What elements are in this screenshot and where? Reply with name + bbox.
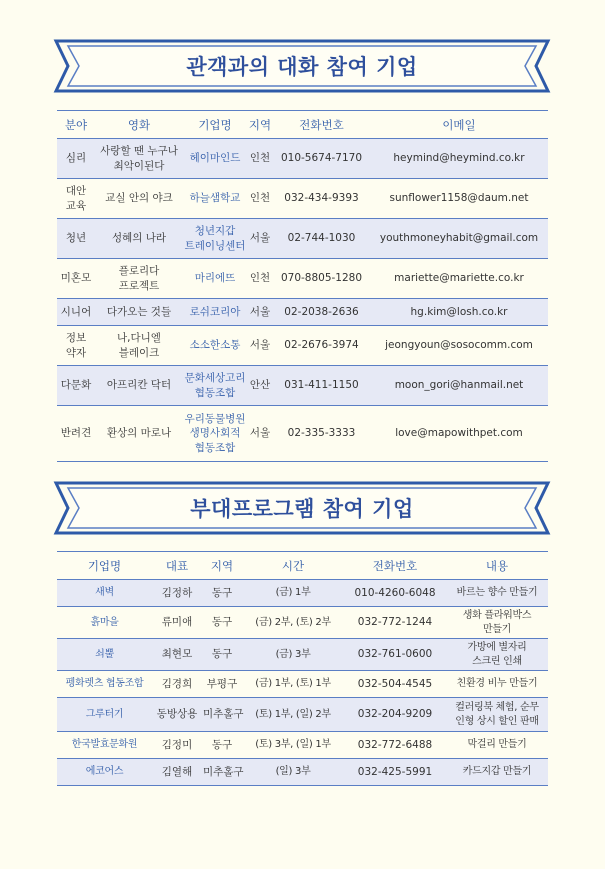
cell-region: 동구 xyxy=(202,732,242,759)
cell-phone: 02-335-3333 xyxy=(273,406,370,462)
cell-region: 서울 xyxy=(247,406,273,462)
cell-email: heymind@heymind.co.kr xyxy=(370,139,548,179)
table-row xyxy=(57,326,548,366)
header-content: 내용 xyxy=(446,552,548,580)
cell-company: 청년지갑 트레이닝센터 xyxy=(183,219,247,259)
cell-content: 친환경 비누 만들기 xyxy=(446,671,548,698)
cell-movie: 성혜의 나라 xyxy=(95,219,183,259)
cell-region: 인천 xyxy=(247,179,273,219)
table-row xyxy=(57,671,548,698)
table-row xyxy=(57,366,548,406)
cell-region: 서울 xyxy=(247,219,273,259)
cell-company: 하늘샘학교 xyxy=(183,179,247,219)
cell-content: 바르는 향수 만들기 xyxy=(446,580,548,607)
cell-region: 서울 xyxy=(247,326,273,366)
cell-phone: 032-204-9209 xyxy=(344,698,446,732)
table-header-row xyxy=(57,552,548,580)
cell-field: 정보 약자 xyxy=(57,326,95,366)
cell-field: 시니어 xyxy=(57,299,95,326)
table-row xyxy=(57,179,548,219)
cell-movie: 사랑할 땐 누구나 최악이된다 xyxy=(95,139,183,179)
table-row xyxy=(57,406,548,462)
cell-company: 새벽 xyxy=(57,580,152,607)
cell-content: 생화 플라워박스 만들기 xyxy=(446,607,548,639)
section1-title: 관객과의 대화 참여 기업 xyxy=(186,55,418,79)
cell-region: 인천 xyxy=(247,139,273,179)
cell-company: 문화세상고리 협동조합 xyxy=(183,366,247,406)
cell-phone: 032-772-6488 xyxy=(344,732,446,759)
program-companies-table xyxy=(57,551,548,786)
header-region: 지역 xyxy=(202,552,242,580)
cell-email: hg.kim@losh.co.kr xyxy=(370,299,548,326)
cell-ceo: 김정미 xyxy=(152,732,202,759)
cell-company: 한국발효문화원 xyxy=(57,732,152,759)
header-phone: 전화번호 xyxy=(344,552,446,580)
cell-ceo: 김경희 xyxy=(152,671,202,698)
cell-movie: 아프리칸 닥터 xyxy=(95,366,183,406)
cell-phone: 02-2676-3974 xyxy=(273,326,370,366)
cell-email: love@mapowithpet.com xyxy=(370,406,548,462)
cell-phone: 02-744-1030 xyxy=(273,219,370,259)
cell-company: 마리에뜨 xyxy=(183,259,247,299)
cell-phone: 032-425-5991 xyxy=(344,759,446,786)
cell-content: 컬러링북 체험, 순무 인형 상시 할인 판매 xyxy=(446,698,548,732)
cell-movie: 다가오는 것들 xyxy=(95,299,183,326)
header-email: 이메일 xyxy=(370,111,548,139)
cell-movie: 플로리다 프로젝트 xyxy=(95,259,183,299)
section1-banner xyxy=(52,39,552,93)
cell-phone: 032-761-0600 xyxy=(344,639,446,671)
cell-field: 다문화 xyxy=(57,366,95,406)
dialogue-companies-table xyxy=(57,110,548,462)
cell-content: 카드지갑 만들기 xyxy=(446,759,548,786)
cell-region: 동구 xyxy=(202,607,242,639)
cell-company: 그루터기 xyxy=(57,698,152,732)
table-row xyxy=(57,698,548,732)
section2-banner xyxy=(52,481,552,535)
cell-ceo: 김정하 xyxy=(152,580,202,607)
table-row xyxy=(57,759,548,786)
cell-ceo: 동방상용 xyxy=(152,698,202,732)
cell-movie: 환상의 마로나 xyxy=(95,406,183,462)
cell-time: (금) 2부, (토) 2부 xyxy=(242,607,344,639)
cell-movie: 교실 안의 야크 xyxy=(95,179,183,219)
cell-field: 미혼모 xyxy=(57,259,95,299)
cell-region: 서울 xyxy=(247,299,273,326)
cell-region: 동구 xyxy=(202,580,242,607)
cell-company: 에코어스 xyxy=(57,759,152,786)
cell-region: 미추홀구 xyxy=(202,698,242,732)
table-row xyxy=(57,607,548,639)
cell-movie: 나,다니엘 블레이크 xyxy=(95,326,183,366)
header-ceo: 대표 xyxy=(152,552,202,580)
cell-region: 인천 xyxy=(247,259,273,299)
cell-phone: 032-504-4545 xyxy=(344,671,446,698)
header-company: 기업명 xyxy=(57,552,152,580)
cell-company: 헤이마인드 xyxy=(183,139,247,179)
cell-email: mariette@mariette.co.kr xyxy=(370,259,548,299)
cell-phone: 010-5674-7170 xyxy=(273,139,370,179)
header-field: 분야 xyxy=(57,111,95,139)
table-row xyxy=(57,580,548,607)
cell-email: youthmoneyhabit@gmail.com xyxy=(370,219,548,259)
cell-ceo: 류미애 xyxy=(152,607,202,639)
table-row xyxy=(57,139,548,179)
cell-time: (일) 3부 xyxy=(242,759,344,786)
cell-time: (토) 1부, (일) 2부 xyxy=(242,698,344,732)
header-movie: 영화 xyxy=(95,111,183,139)
cell-email: jeongyoun@sosocomm.com xyxy=(370,326,548,366)
cell-region: 안산 xyxy=(247,366,273,406)
cell-region: 부평구 xyxy=(202,671,242,698)
cell-email: sunflower1158@daum.net xyxy=(370,179,548,219)
cell-email: moon_gori@hanmail.net xyxy=(370,366,548,406)
cell-phone: 02-2038-2636 xyxy=(273,299,370,326)
cell-region: 미추홀구 xyxy=(202,759,242,786)
cell-ceo: 김열해 xyxy=(152,759,202,786)
table-row xyxy=(57,259,548,299)
cell-company: 로쉬코리아 xyxy=(183,299,247,326)
table-header-row xyxy=(57,111,548,139)
cell-ceo: 최현모 xyxy=(152,639,202,671)
table-row xyxy=(57,639,548,671)
cell-region: 동구 xyxy=(202,639,242,671)
table-row xyxy=(57,219,548,259)
cell-company: 소소한소통 xyxy=(183,326,247,366)
header-phone: 전화번호 xyxy=(273,111,370,139)
cell-content: 가방에 별자리 스크린 인쇄 xyxy=(446,639,548,671)
cell-company: 흙마을 xyxy=(57,607,152,639)
header-region: 지역 xyxy=(247,111,273,139)
cell-phone: 010-4260-6048 xyxy=(344,580,446,607)
cell-field: 심리 xyxy=(57,139,95,179)
header-company: 기업명 xyxy=(183,111,247,139)
cell-field: 대안 교육 xyxy=(57,179,95,219)
cell-company: 펭화렛츠 협동조합 xyxy=(57,671,152,698)
cell-company: 쇠뿔 xyxy=(57,639,152,671)
cell-field: 청년 xyxy=(57,219,95,259)
cell-field: 반려견 xyxy=(57,406,95,462)
cell-phone: 032-772-1244 xyxy=(344,607,446,639)
table-row xyxy=(57,732,548,759)
cell-phone: 032-434-9393 xyxy=(273,179,370,219)
cell-time: (금) 1부, (토) 1부 xyxy=(242,671,344,698)
cell-company: 우리동물병원 생명사회적 협동조합 xyxy=(183,406,247,462)
cell-time: (금) 3부 xyxy=(242,639,344,671)
cell-content: 막걸리 만들기 xyxy=(446,732,548,759)
header-time: 시간 xyxy=(242,552,344,580)
cell-phone: 070-8805-1280 xyxy=(273,259,370,299)
cell-time: (금) 1부 xyxy=(242,580,344,607)
cell-time: (토) 3부, (일) 1부 xyxy=(242,732,344,759)
table-row xyxy=(57,299,548,326)
cell-phone: 031-411-1150 xyxy=(273,366,370,406)
section2-title: 부대프로그램 참여 기업 xyxy=(190,497,414,521)
